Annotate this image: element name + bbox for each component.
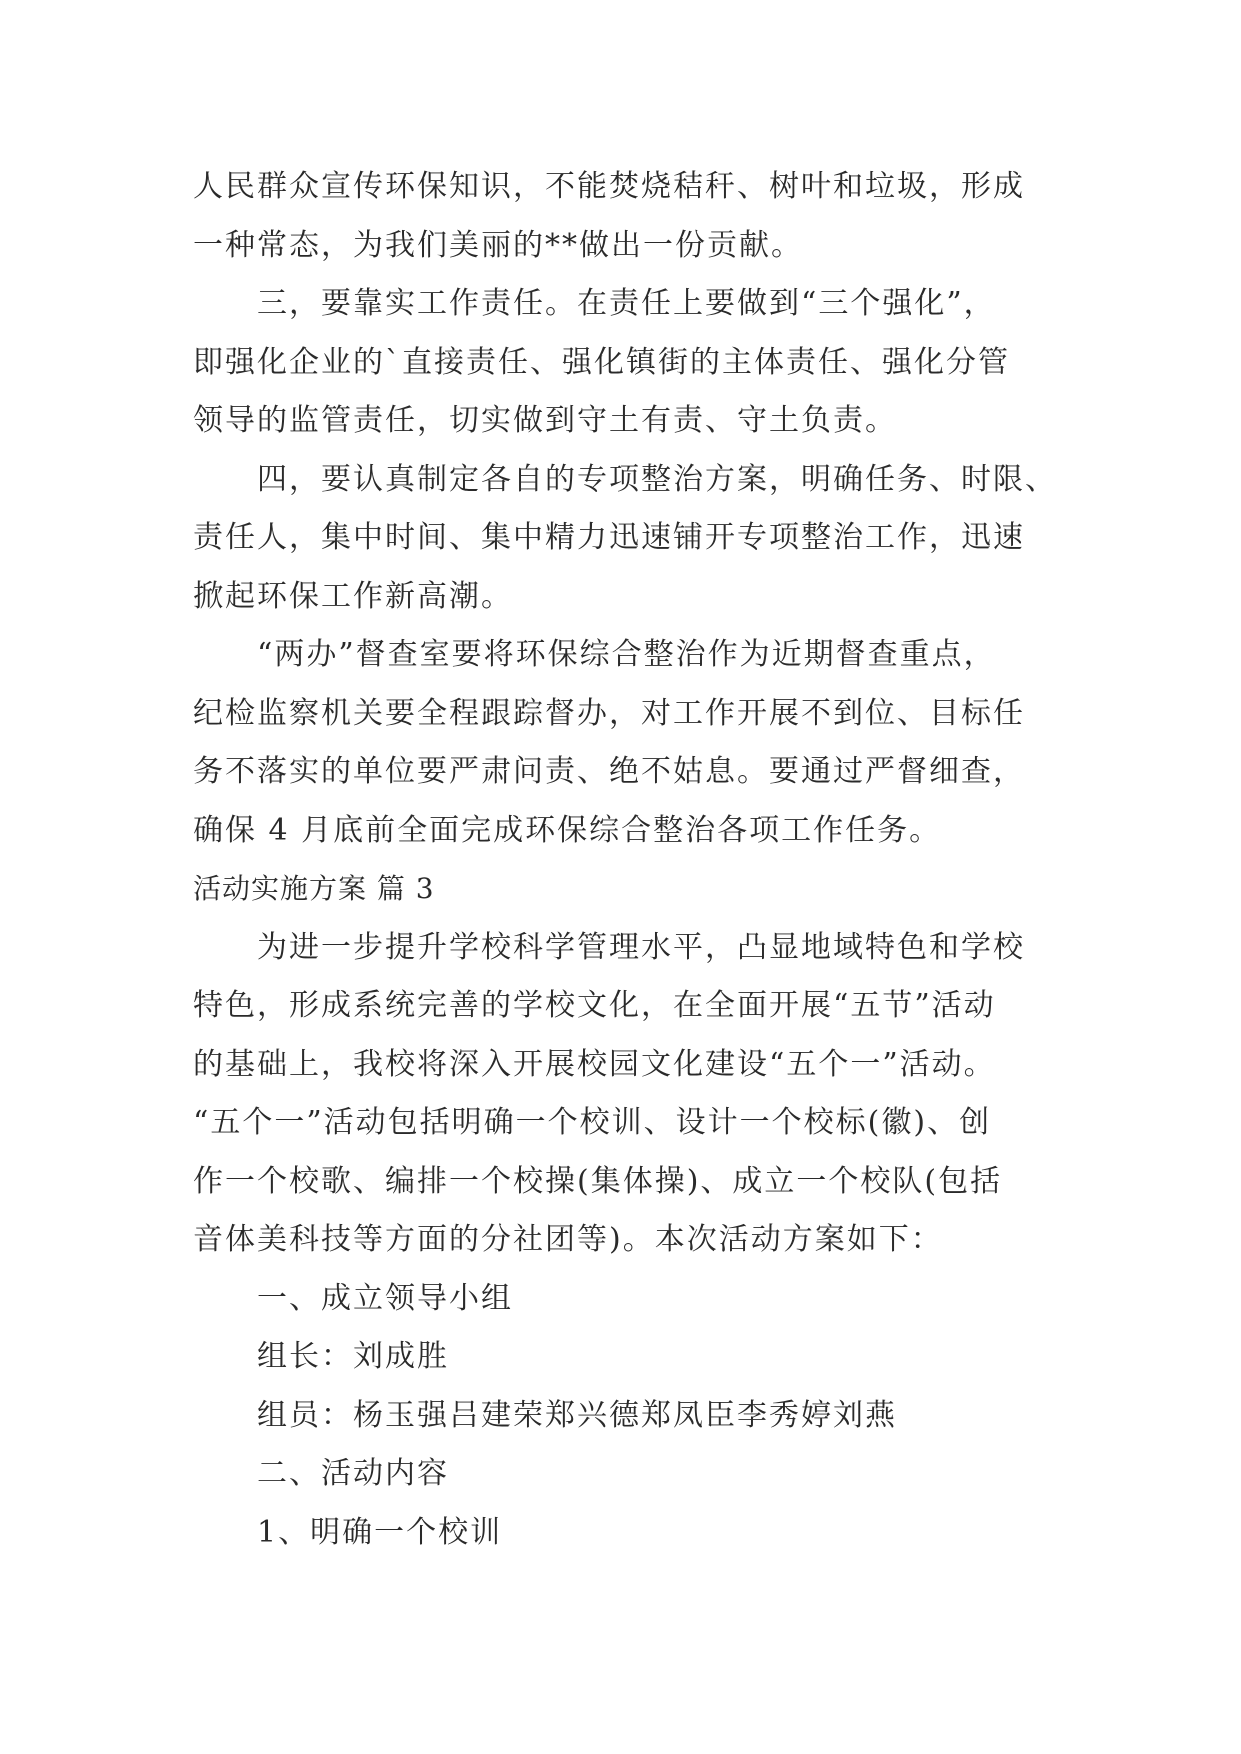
paragraph-intro-start: 为进一步提升学校科学管理水平，凸显地域特色和学校 <box>257 929 1025 965</box>
text-line: 音体美科技等方面的分社团等)。本次活动方案如下： <box>193 1222 943 1257</box>
text-line: “五个一”活动包括明确一个校训、设计一个校标(徽)、创 <box>193 1105 992 1140</box>
paragraph-supervision-start: “两办”督查室要将环保综合整治作为近期督查重点， <box>257 637 996 672</box>
group-members-line: 组员：杨玉强吕建荣郑兴德郑凤臣李秀婷刘燕 <box>257 1397 897 1433</box>
document-body <box>193 158 1063 1562</box>
section-heading: 活动实施方案 篇 3 <box>193 872 435 905</box>
text-line: 的基础上，我校将深入开展校园文化建设“五个一”活动。 <box>193 1046 996 1082</box>
subheading-leadership-group: 一、成立领导小组 <box>257 1280 513 1316</box>
group-leader-line: 组长：刘成胜 <box>257 1339 449 1374</box>
text-line: 一种常态，为我们美丽的**做出一份贡献。 <box>193 227 803 263</box>
text-line: 作一个校歌、编排一个校操(集体操)、成立一个校队(包括 <box>193 1163 1003 1199</box>
text-line: 务不落实的单位要严肃问责、绝不姑息。要通过严督细查， <box>193 754 1025 789</box>
text-line: 纪检监察机关要全程跟踪督办，对工作开展不到位、目标任 <box>193 695 1025 731</box>
text-line: 即强化企业的`直接责任、强化镇街的主体责任、强化分管 <box>193 344 1010 380</box>
text-line: 责任人，集中时间、集中精力迅速铺开专项整治工作，迅速 <box>193 520 1025 555</box>
text-line: 特色，形成系统完善的学校文化，在全面开展“五节”活动 <box>193 988 996 1023</box>
paragraph-three-start: 三，要靠实工作责任。在责任上要做到“三个强化”， <box>257 286 996 321</box>
paragraph-four-start: 四，要认真制定各自的专项整治方案，明确任务、时限、 <box>257 461 1057 497</box>
text-line: 确保 4 月底前全面完成环保综合整治各项工作任务。 <box>193 812 942 848</box>
subheading-activity-content: 二、活动内容 <box>257 1456 449 1491</box>
text-line: 掀起环保工作新高潮。 <box>193 578 513 614</box>
text-line: 人民群众宣传环保知识，不能焚烧秸秆、树叶和垃圾，形成 <box>193 169 1025 204</box>
text-line: 领导的监管责任，切实做到守土有责、守土负责。 <box>193 403 897 438</box>
list-item-school-motto: 1、明确一个校训 <box>257 1514 503 1550</box>
